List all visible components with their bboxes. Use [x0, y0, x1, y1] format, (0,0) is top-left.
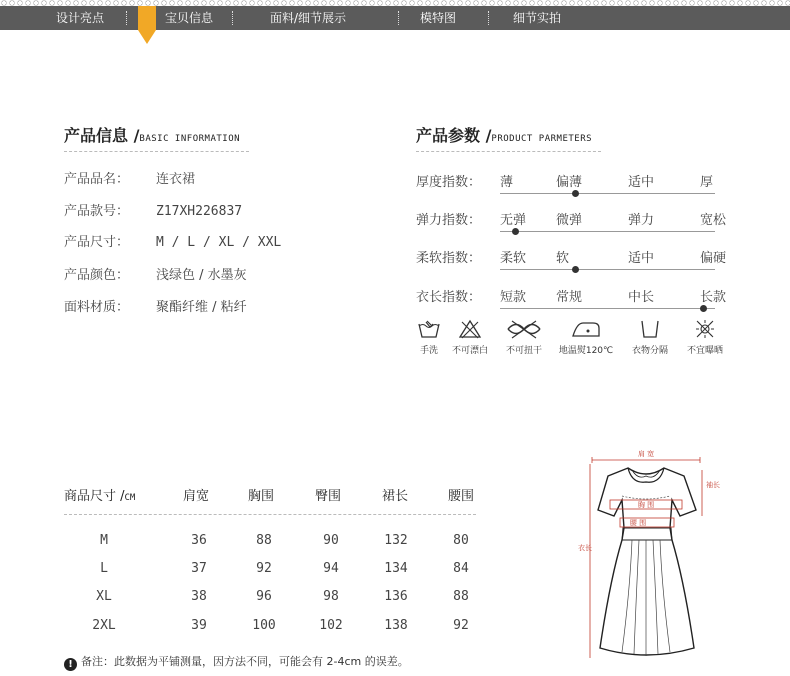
- nav-separator: [488, 11, 489, 25]
- column-header: 臀围: [315, 489, 342, 504]
- params-subtitle: PRODUCT PARMETERS: [491, 134, 593, 144]
- param-option: 适中: [628, 175, 655, 190]
- active-nav-indicator-bar: [138, 6, 156, 30]
- table-cell: 84: [453, 561, 469, 576]
- param-scale-line: [500, 269, 715, 270]
- no-wring-icon: [504, 318, 544, 340]
- param-option: 偏硬: [700, 251, 727, 266]
- param-selected-marker: [512, 228, 519, 235]
- info-label: 面料材质：: [64, 300, 130, 315]
- table-cell: 98: [323, 589, 339, 604]
- care-label: 手洗: [419, 346, 438, 356]
- info-label: 产品款号：: [64, 204, 130, 219]
- size-table-title: [64, 485, 135, 504]
- hand-wash-icon: [416, 318, 442, 340]
- sleeve-label: 袖长: [706, 481, 720, 489]
- table-cell: 92: [453, 618, 469, 633]
- params-title: 产品参数 /: [416, 126, 492, 145]
- table-cell: 88: [453, 589, 469, 604]
- size-table-unit: CM: [124, 493, 136, 503]
- active-nav-indicator: [138, 30, 156, 44]
- table-cell: 36: [191, 533, 207, 548]
- table-cell: 39: [191, 618, 207, 633]
- size-table-title-text: 商品尺寸 /: [64, 489, 125, 504]
- no-sun-icon: [692, 318, 718, 340]
- param-scale-line: [500, 308, 715, 309]
- nav-item-design-highlights[interactable]: 设计亮点: [56, 11, 105, 25]
- basic-info-heading: [64, 123, 240, 146]
- no-bleach-icon: [457, 318, 483, 340]
- column-header: 肩宽: [183, 489, 210, 504]
- care-label: 不宜曝晒: [686, 346, 723, 356]
- param-option: 适中: [628, 251, 655, 266]
- care-wash-separately: [626, 318, 674, 356]
- param-label: 厚度指数：: [416, 175, 482, 190]
- param-row: [416, 209, 726, 239]
- param-option: 薄: [500, 175, 514, 190]
- param-label: 弹力指数：: [416, 213, 482, 228]
- nav-separator: [232, 11, 233, 25]
- care-hand-wash: [416, 318, 442, 356]
- info-value: 浅绿色 / 水墨灰: [156, 268, 247, 283]
- param-row: [416, 247, 726, 277]
- care-label: 不可漂白: [451, 346, 488, 356]
- warning-icon: !: [64, 658, 77, 671]
- basic-info-subtitle: BASIC INFORMATION: [139, 134, 241, 144]
- param-scale-line: [500, 193, 715, 194]
- info-label: 产品品名：: [64, 172, 130, 187]
- param-selected-marker: [700, 305, 707, 312]
- chest-label: 胸 围: [637, 501, 655, 509]
- param-option: 微弹: [556, 213, 583, 228]
- table-cell: 92: [256, 561, 272, 576]
- table-cell: 90: [323, 533, 339, 548]
- nav-item-product-info[interactable]: 宝贝信息: [165, 11, 214, 25]
- care-no-bleach: [447, 318, 493, 356]
- param-option: 弹力: [628, 213, 655, 228]
- info-label: 产品尺寸：: [64, 235, 130, 250]
- nav-item-detail-photos[interactable]: 细节实拍: [513, 11, 562, 25]
- care-label: 衣物分隔: [631, 346, 668, 356]
- nav-item-model[interactable]: 模特图: [420, 11, 457, 25]
- care-no-sun: [681, 318, 729, 356]
- param-option: 常规: [556, 290, 583, 305]
- column-header: 腰围: [448, 489, 475, 504]
- care-label: 地温熨120℃: [558, 346, 614, 356]
- param-option: 短款: [500, 290, 527, 305]
- size-label-cell: 2XL: [92, 618, 116, 633]
- column-header: 裙长: [382, 489, 409, 504]
- info-value: 连衣裙: [156, 172, 196, 187]
- param-row: [416, 286, 726, 316]
- dress-measurement-diagram: [572, 440, 722, 665]
- basic-info-title: 产品信息 /: [64, 126, 140, 145]
- param-label: 柔软指数：: [416, 251, 482, 266]
- param-option: 厚: [700, 175, 714, 190]
- column-header: 胸围: [248, 489, 275, 504]
- table-cell: 132: [384, 533, 408, 548]
- param-scale-line: [500, 231, 715, 232]
- waist-label: 腰 围: [629, 519, 647, 527]
- table-cell: 134: [384, 561, 408, 576]
- care-no-wring: [500, 318, 548, 356]
- param-selected-marker: [572, 266, 579, 273]
- table-cell: 138: [384, 618, 408, 633]
- table-cell: 94: [323, 561, 339, 576]
- info-value: Z17XH226837: [156, 204, 243, 219]
- table-cell: 136: [384, 589, 408, 604]
- size-label-cell: M: [100, 533, 108, 548]
- top-nav: [0, 6, 790, 30]
- table-cell: 80: [453, 533, 469, 548]
- params-heading: [416, 123, 592, 146]
- param-label: 衣长指数：: [416, 290, 482, 305]
- table-divider: [64, 514, 476, 515]
- dress-outline: [598, 468, 696, 655]
- info-row-material: [64, 296, 247, 315]
- divider: [416, 151, 601, 152]
- table-cell: 37: [191, 561, 207, 576]
- param-option: 柔软: [500, 251, 527, 266]
- param-option: 软: [556, 251, 570, 266]
- nav-separator: [398, 11, 399, 25]
- nav-item-fabric-details[interactable]: 面料/细节展示: [270, 11, 347, 25]
- table-cell: 102: [319, 618, 343, 633]
- shoulder-label: 肩 宽: [637, 450, 655, 458]
- param-option: 长款: [700, 290, 727, 305]
- info-row-style-no: [64, 200, 242, 219]
- nav-separator: [126, 11, 127, 25]
- table-cell: 100: [252, 618, 276, 633]
- care-iron-low: [555, 318, 617, 356]
- info-label: 产品颜色：: [64, 268, 130, 283]
- table-cell: 38: [191, 589, 207, 604]
- info-row-name: [64, 168, 195, 187]
- param-option: 偏薄: [556, 175, 583, 190]
- param-option: 宽松: [700, 213, 727, 228]
- wash-separately-icon: [637, 318, 663, 340]
- info-value: 聚酯纤维 / 粘纤: [156, 300, 247, 315]
- param-selected-marker: [572, 190, 579, 197]
- divider: [64, 151, 249, 152]
- length-label: 衣长: [578, 544, 592, 552]
- param-option: 无弹: [500, 213, 527, 228]
- info-row-sizes: [64, 231, 281, 250]
- measurement-note: [64, 653, 409, 671]
- size-label-cell: XL: [96, 589, 112, 604]
- care-label: 不可扭干: [505, 346, 542, 356]
- table-cell: 88: [256, 533, 272, 548]
- iron-icon: [569, 318, 603, 340]
- param-row: [416, 171, 726, 201]
- note-text: 备注：此数据为平铺测量，因方法不同，可能会有 2-4cm 的误差。: [81, 655, 409, 668]
- param-option: 中长: [628, 290, 655, 305]
- table-cell: 96: [256, 589, 272, 604]
- info-value: M / L / XL / XXL: [156, 235, 282, 250]
- size-label-cell: L: [100, 561, 108, 576]
- info-row-colors: [64, 264, 247, 283]
